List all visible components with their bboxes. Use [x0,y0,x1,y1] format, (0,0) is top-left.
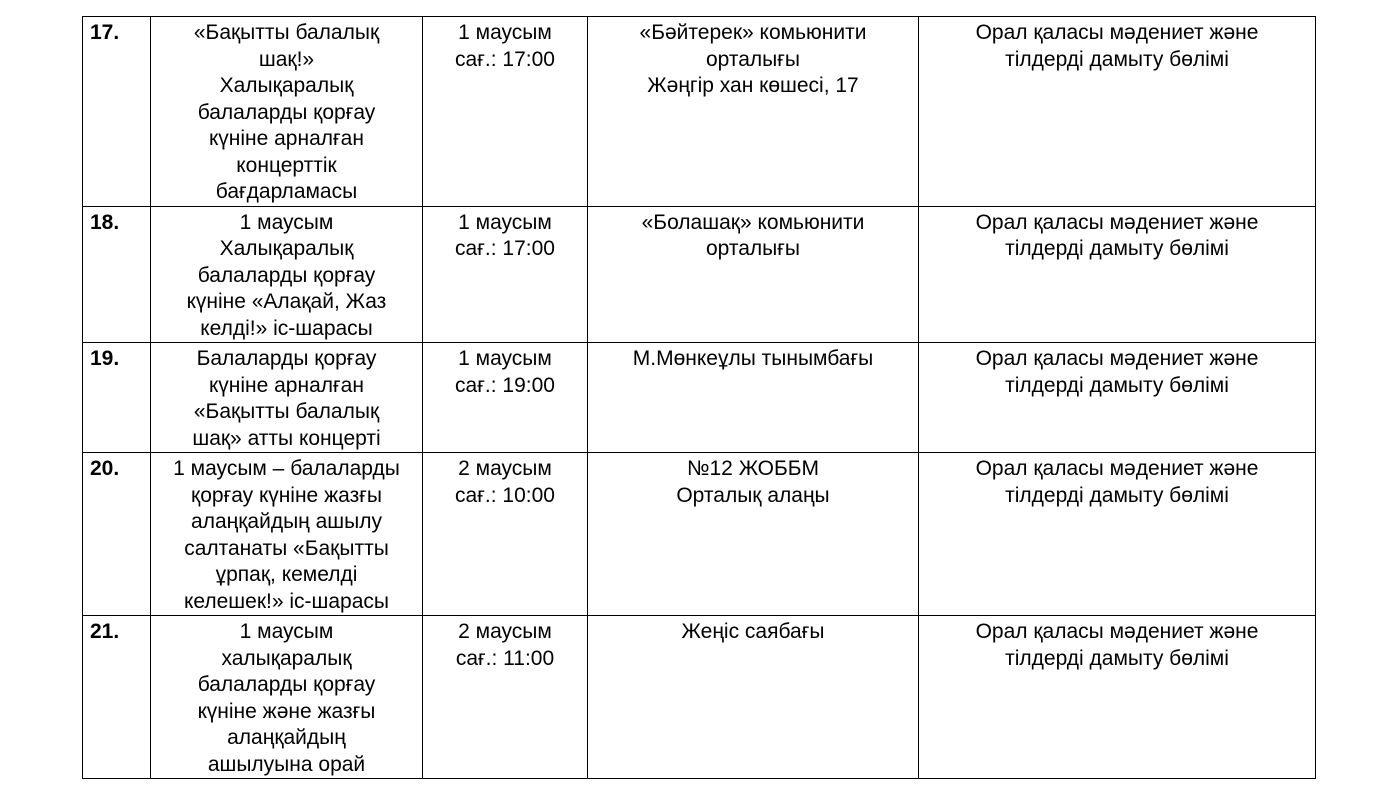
table-row [83,616,1316,779]
event-venue: №12 ЖОББМ Орталық алаңы [588,453,919,616]
table-row [83,453,1316,616]
table-row [83,17,1316,207]
event-title: «Бақытты балалық шақ!» Халықаралық балаларды қорғау күніне арналған концерттік бағдарламасы [151,17,423,207]
event-title: 1 маусым Халықаралық балаларды қорғау күніне «Алақай, Жаз келді!» іс-шарасы [151,206,423,343]
row-number: 19. [83,343,151,453]
event-venue: Жеңіс саябағы [588,616,919,779]
event-venue: «Бәйтерек» комьюнити орталығы Жәңгір хан көшесі, 17 [588,17,919,207]
event-title: 1 маусым – балаларды қорғау күніне жазғы алаңқайдың ашылу салтанаты «Бақытты ұрпақ, кемелді келешек!» іс-шарасы [151,453,423,616]
table-row [83,206,1316,343]
event-datetime: 1 маусым сағ.: 17:00 [423,17,588,207]
row-number: 21. [83,616,151,779]
event-datetime: 2 маусым сағ.: 11:00 [423,616,588,779]
event-organizer: Орал қаласы мәдениет және тілдерді дамыту бөлімі [919,17,1316,207]
event-organizer: Орал қаласы мәдениет және тілдерді дамыту бөлімі [919,206,1316,343]
table-row [83,343,1316,453]
event-organizer: Орал қаласы мәдениет және тілдерді дамыту бөлімі [919,616,1316,779]
events-table [82,16,1316,779]
event-organizer: Орал қаласы мәдениет және тілдерді дамыту бөлімі [919,453,1316,616]
event-venue: «Болашақ» комьюнити орталығы [588,206,919,343]
event-datetime: 2 маусым сағ.: 10:00 [423,453,588,616]
event-title: Балаларды қорғау күніне арналған «Бақытты балалық шақ» атты концерті [151,343,423,453]
row-number: 17. [83,17,151,207]
row-number: 18. [83,206,151,343]
event-organizer: Орал қаласы мәдениет және тілдерді дамыту бөлімі [919,343,1316,453]
event-venue: М.Мөнкеұлы тынымбағы [588,343,919,453]
event-datetime: 1 маусым сағ.: 19:00 [423,343,588,453]
event-title: 1 маусым халықаралық балаларды қорғау күніне және жазғы алаңқайдың ашылуына орай [151,616,423,779]
event-datetime: 1 маусым сағ.: 17:00 [423,206,588,343]
row-number: 20. [83,453,151,616]
